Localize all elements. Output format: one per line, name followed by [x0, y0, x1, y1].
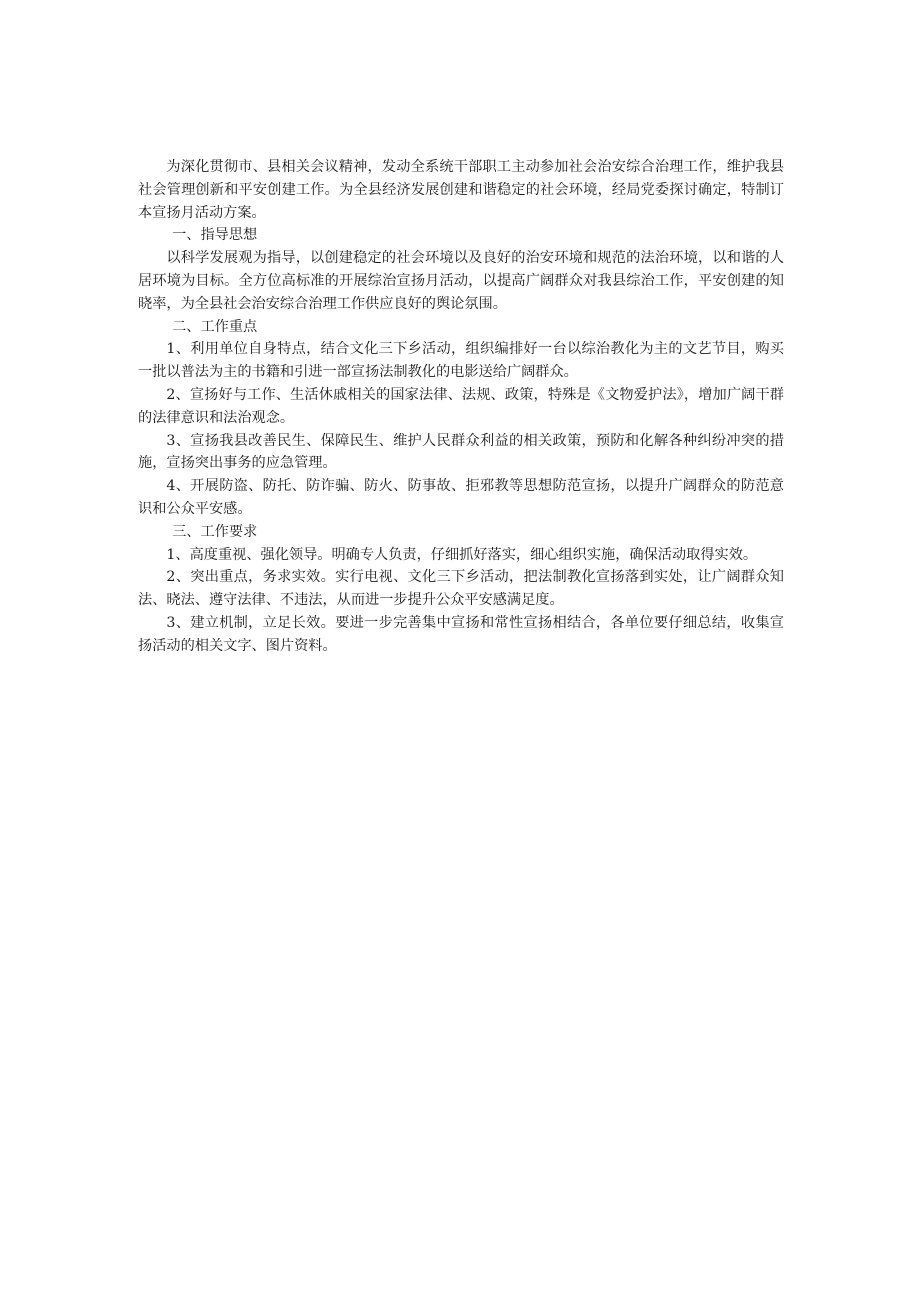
document-body	[138, 156, 784, 658]
section-heading-guiding-ideology: 一、指导思想	[172, 227, 258, 244]
intro-paragraph: 为深化贯彻市、县相关会议精神，发动全系统干部职工主动参加社会治安综合治理工作，维护我县社会管理创新和平安创建工作。为全县经济发展创建和谐稳定的社会环境，经局党委探讨确定，特制订本宣扬月活动方案。	[138, 159, 784, 221]
work-requirement-item-3: 3、建立机制，立足长效。要进一步完善集中宣扬和常性宣扬相结合，各单位要仔细总结，收集宣扬活动的相关文字、图片资料。	[138, 614, 784, 654]
work-focus-item-4: 4、开展防盗、防托、防诈骗、防火、防事故、拒邪教等思想防范宣扬，以提升广阔群众的防范意识和公众平安感。	[138, 478, 784, 517]
work-focus-item-3: 3、宣扬我县改善民生、保障民生、维护人民群众利益的相关政策，预防和化解各种纠纷冲突的措施，宣扬突出事务的应急管理。	[138, 432, 784, 472]
work-requirement-item-2: 2、突出重点，务求实效。实行电视、文化三下乡活动，把法制教化宣扬落到实处，让广阔群众知法、晓法、遵守法律、不违法，从而进一步提升公众平安感满足度。	[138, 569, 784, 609]
guiding-ideology-paragraph: 以科学发展观为指导，以创建稳定的社会环境以及良好的治安环境和规范的法治环境，以和谐的人居环境为目标。全方位高标准的开展综治宣扬月活动，以提高广阔群众对我县综治工作，平安创建的知晓率，为全县社会治安综合治理工作供应良好的舆论氛围。	[138, 250, 784, 312]
section-heading-work-focus: 二、工作重点	[172, 318, 258, 335]
work-requirement-item-1: 1、高度重视、强化领导。明确专人负责，仔细抓好落实，细心组织实施，确保活动取得实效。	[166, 546, 758, 563]
work-focus-item-2: 2、宣扬好与工作、生活休戚相关的国家法律、法规、政策，特殊是《文物爱护法》，增加广阔干群的法律意识和法治观念。	[138, 386, 784, 426]
work-focus-item-1: 1、利用单位自身特点，结合文化三下乡活动，组织编排好一台以综治教化为主的文艺节目，购买一批以普法为主的书籍和引进一部宣扬法制教化的电影送给广阔群众。	[138, 341, 784, 381]
section-heading-work-requirements: 三、工作要求	[172, 523, 258, 540]
